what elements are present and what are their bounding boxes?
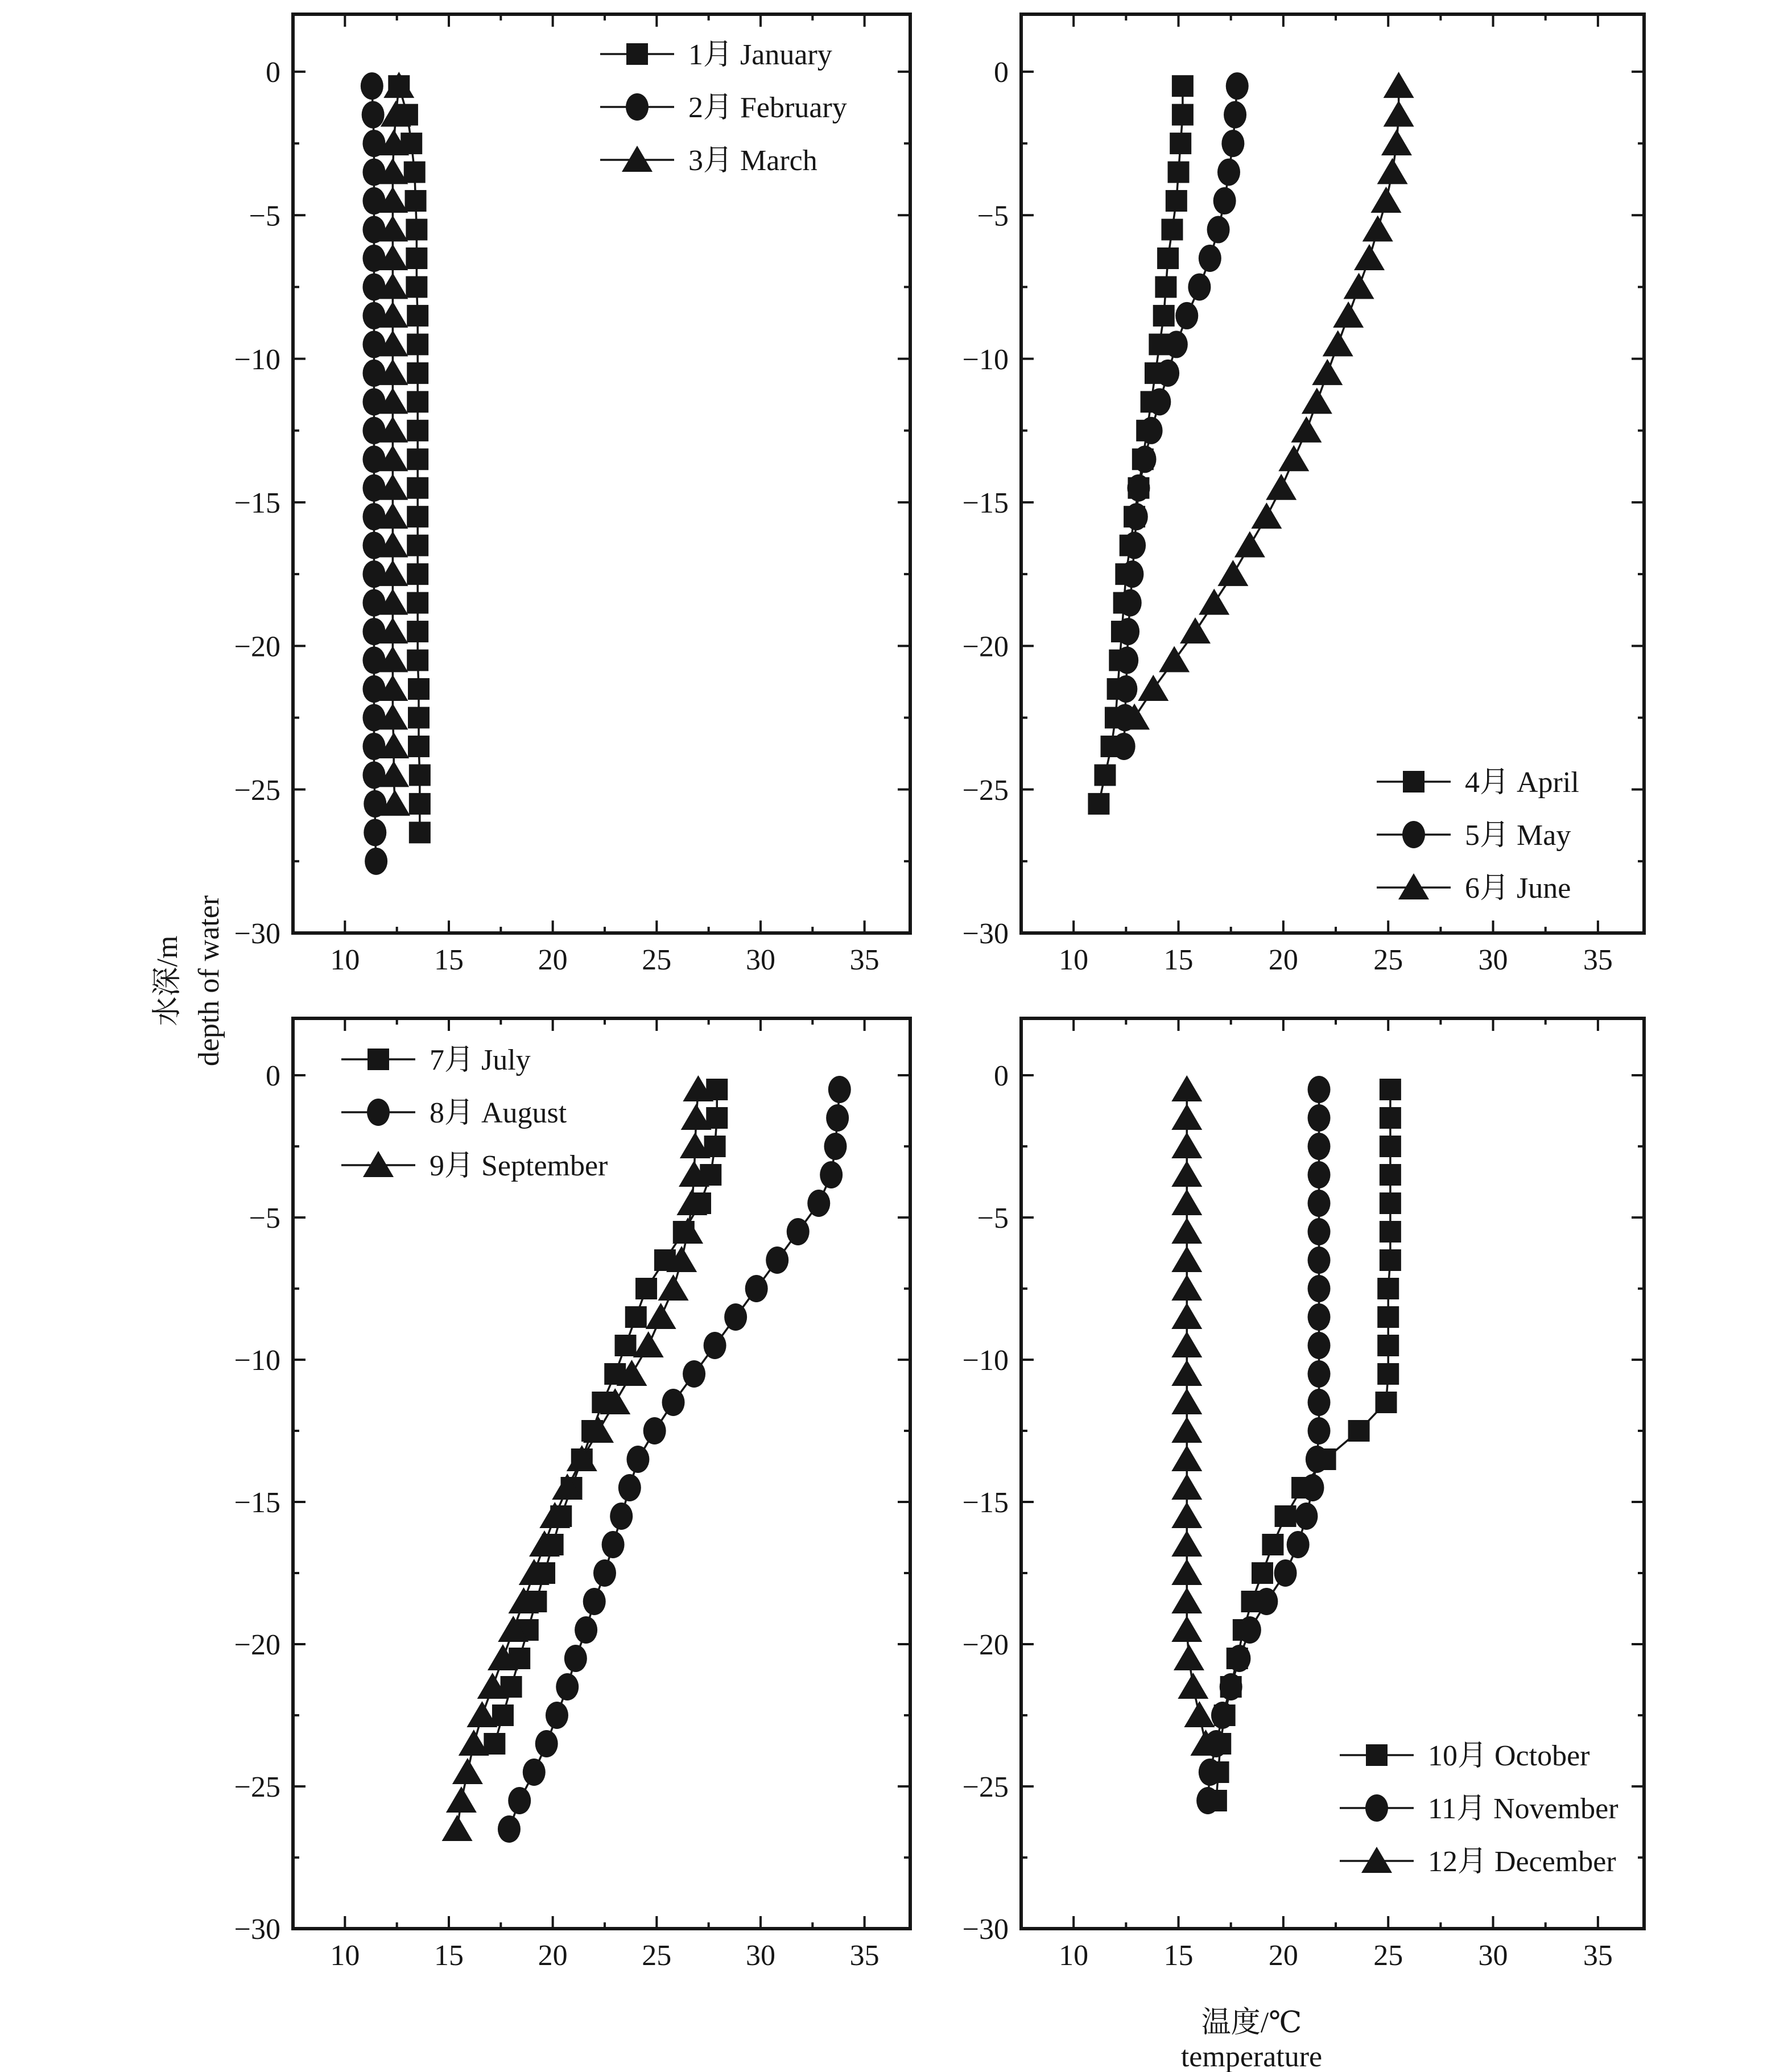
x-tick-label: 10	[330, 1939, 360, 1972]
x-tick-label: 35	[1583, 1939, 1613, 1972]
y-tick-label: −5	[249, 1202, 280, 1235]
legend-label: 2月 February	[688, 92, 847, 125]
series-january-marker	[407, 477, 428, 499]
series-august-marker	[745, 1275, 768, 1302]
series-may-marker	[1134, 445, 1157, 473]
series-july-marker	[625, 1306, 647, 1328]
x-tick-label: 35	[849, 1939, 880, 1972]
legend-bottom-right	[1340, 1740, 1618, 1878]
series-august-marker	[626, 1446, 649, 1473]
legend-label: 7月 July	[430, 1044, 531, 1077]
series-august-marker	[610, 1503, 633, 1530]
series-may-marker	[1224, 101, 1246, 129]
y-tick-label: −15	[234, 487, 280, 520]
x-tick-label: 35	[1583, 944, 1613, 976]
series-october-marker	[1380, 1192, 1401, 1214]
series-may-marker	[1226, 72, 1249, 100]
series-november-marker	[1295, 1503, 1318, 1530]
x-tick-label: 10	[1059, 944, 1089, 976]
y-tick-label: −25	[962, 774, 1009, 807]
y-tick-label: −5	[249, 200, 280, 233]
series-january-marker	[408, 678, 430, 700]
legend-item-february	[600, 92, 847, 124]
series-august-marker	[826, 1104, 849, 1132]
series-january-marker	[407, 506, 428, 527]
series-may-marker	[1114, 675, 1137, 703]
series-january-marker	[407, 391, 428, 412]
series-august-marker	[602, 1531, 625, 1558]
series-may-marker	[1199, 245, 1221, 272]
series-may-marker	[1125, 503, 1148, 530]
series-january-marker	[407, 362, 428, 384]
legend-label: 12月 December	[1428, 1846, 1616, 1879]
series-january-marker	[405, 190, 427, 212]
series-april-marker	[1094, 764, 1116, 786]
series-october-marker	[1376, 1392, 1397, 1413]
x-tick-label: 20	[1268, 944, 1298, 976]
series-october-marker	[1377, 1306, 1399, 1328]
series-november-marker	[1211, 1702, 1234, 1729]
series-may-marker	[1117, 618, 1139, 645]
series-may-marker	[1121, 560, 1143, 588]
x-tick-label: 15	[433, 1939, 464, 1972]
series-april-marker	[1153, 305, 1175, 327]
y-tick-label: −15	[962, 1487, 1009, 1520]
series-august-marker	[564, 1645, 587, 1672]
series-april-marker	[1172, 75, 1194, 97]
series-august-marker	[662, 1389, 685, 1416]
series-january-marker	[407, 592, 428, 614]
series-august-marker	[575, 1616, 597, 1644]
y-tick-label: 0	[266, 1060, 280, 1093]
series-october-marker	[1275, 1505, 1296, 1527]
series-october-marker	[1380, 1164, 1401, 1186]
series-july-marker	[635, 1278, 657, 1299]
series-january-marker	[407, 650, 428, 671]
series-november-marker	[1306, 1446, 1328, 1473]
y-tick-label: −10	[962, 343, 1009, 376]
series-november-marker	[1308, 1332, 1331, 1359]
series-august-marker	[508, 1787, 531, 1814]
series-july-marker	[484, 1733, 505, 1755]
series-may-marker	[1140, 417, 1163, 444]
series-february-marker	[364, 819, 386, 846]
series-april-marker	[1166, 190, 1187, 212]
series-august-marker	[523, 1759, 546, 1786]
circle-legend-icon	[626, 93, 649, 121]
series-november-marker	[1287, 1531, 1310, 1558]
series-october-marker	[1348, 1420, 1370, 1442]
legend-label: 4月 April	[1465, 766, 1579, 799]
square-legend-icon	[626, 43, 648, 65]
series-january-marker	[406, 219, 427, 241]
series-november-marker	[1308, 1417, 1331, 1444]
series-may-marker	[1148, 388, 1171, 415]
legend-label: 10月 October	[1428, 1740, 1590, 1773]
x-tick-label: 10	[330, 944, 360, 976]
square-legend-icon	[1366, 1744, 1388, 1766]
y-tick-label: −25	[234, 774, 280, 807]
series-january-marker	[407, 563, 428, 585]
legend-label: 8月 August	[430, 1097, 567, 1130]
legend-label: 11月 November	[1428, 1793, 1618, 1826]
series-january-marker	[404, 162, 426, 183]
y-tick-label: −25	[962, 1771, 1009, 1804]
x-tick-label: 30	[1478, 1939, 1508, 1972]
x-tick-label: 20	[538, 944, 568, 976]
circle-legend-icon	[367, 1099, 390, 1126]
series-august-marker	[828, 1076, 851, 1103]
y-tick-label: −30	[234, 1913, 280, 1946]
series-may-marker	[1175, 302, 1198, 329]
y-tick-label: −15	[962, 487, 1009, 520]
series-january-marker	[406, 276, 427, 298]
y-axis-title-en: depth of water	[193, 895, 226, 1067]
series-july-marker	[615, 1335, 637, 1356]
y-tick-label: −5	[977, 200, 1009, 233]
series-november-marker	[1220, 1673, 1242, 1700]
x-tick-label: 25	[1373, 944, 1403, 976]
series-january-marker	[409, 764, 431, 786]
series-april-marker	[1157, 247, 1179, 269]
series-january-marker	[408, 736, 430, 757]
series-october-marker	[1377, 1335, 1399, 1356]
series-may-marker	[1221, 130, 1244, 157]
x-tick-label: 25	[1373, 1939, 1403, 1972]
series-november-marker	[1301, 1474, 1324, 1501]
legend-item-august	[341, 1097, 567, 1129]
series-august-marker	[593, 1559, 616, 1587]
series-august-marker	[683, 1360, 705, 1388]
legend-top-left	[600, 39, 847, 177]
series-may-marker	[1188, 273, 1211, 300]
series-may-marker	[1157, 360, 1179, 387]
series-april-marker	[1168, 162, 1190, 183]
series-november-marker	[1308, 1303, 1331, 1331]
x-tick-label: 30	[745, 944, 775, 976]
y-axis-title-cn: 水深/m	[151, 935, 184, 1026]
x-tick-label: 25	[642, 1939, 672, 1972]
series-january-marker	[407, 448, 428, 470]
series-october-marker	[1380, 1221, 1401, 1243]
series-august-marker	[643, 1417, 666, 1444]
series-november-marker	[1308, 1190, 1331, 1217]
series-october-marker	[1380, 1249, 1401, 1271]
series-august-marker	[824, 1133, 847, 1160]
series-april-marker	[1170, 133, 1191, 154]
y-tick-label: −10	[234, 1344, 280, 1377]
series-january-marker	[407, 333, 428, 355]
x-axis-title-en: temperature	[1180, 2041, 1323, 2072]
x-tick-label: 35	[849, 944, 880, 976]
series-november-marker	[1228, 1645, 1250, 1672]
square-legend-icon	[1403, 771, 1424, 793]
series-october-marker	[1380, 1136, 1401, 1157]
x-tick-label: 30	[1478, 944, 1508, 976]
series-may-marker	[1217, 159, 1240, 186]
series-april-marker	[1172, 104, 1194, 126]
series-august-marker	[807, 1190, 830, 1217]
legend-label: 5月 May	[1465, 819, 1571, 852]
series-may-marker	[1113, 733, 1136, 760]
series-january-marker	[407, 621, 428, 642]
series-august-marker	[766, 1246, 788, 1274]
series-february-marker	[365, 848, 387, 875]
series-august-marker	[498, 1815, 521, 1843]
y-tick-label: −30	[962, 918, 1009, 951]
series-august-marker	[535, 1730, 558, 1757]
y-tick-label: 0	[994, 56, 1009, 89]
series-november-marker	[1238, 1616, 1261, 1644]
series-august-marker	[583, 1588, 606, 1615]
series-november-marker	[1255, 1588, 1278, 1615]
series-january-marker	[408, 707, 430, 728]
series-april-marker	[1161, 219, 1183, 241]
series-november-marker	[1274, 1559, 1297, 1587]
series-november-marker	[1308, 1218, 1331, 1245]
series-may-marker	[1127, 474, 1150, 502]
series-february-marker	[362, 101, 385, 129]
x-tick-label: 30	[745, 1939, 775, 1972]
circle-legend-icon	[1402, 821, 1425, 848]
series-october-marker	[1380, 1079, 1401, 1100]
series-august-marker	[618, 1474, 641, 1501]
x-tick-label: 15	[1163, 944, 1194, 976]
series-may-marker	[1207, 216, 1230, 243]
legend-label: 3月 March	[688, 145, 817, 178]
series-october-marker	[1262, 1534, 1283, 1555]
series-may-marker	[1165, 331, 1188, 358]
legend-item-november	[1340, 1793, 1618, 1825]
y-tick-label: −20	[962, 1629, 1009, 1662]
series-january-marker	[407, 420, 428, 441]
series-november-marker	[1308, 1076, 1331, 1103]
series-august-marker	[556, 1673, 579, 1700]
y-tick-label: −30	[962, 1913, 1009, 1946]
series-august-marker	[724, 1303, 747, 1331]
series-may-marker	[1116, 647, 1138, 674]
series-october-marker	[1377, 1363, 1399, 1385]
x-axis-title-cn: 温度/℃	[1201, 2007, 1302, 2039]
series-august-marker	[820, 1161, 843, 1188]
y-tick-label: −5	[977, 1202, 1009, 1235]
series-october-marker	[1252, 1562, 1273, 1584]
series-november-marker	[1308, 1246, 1331, 1274]
series-january-marker	[409, 793, 431, 815]
y-tick-label: −10	[962, 1344, 1009, 1377]
series-november-marker	[1199, 1759, 1221, 1786]
y-tick-label: −10	[234, 343, 280, 376]
y-tick-label: −20	[962, 630, 1009, 663]
series-february-marker	[361, 72, 383, 100]
series-october-marker	[1377, 1278, 1399, 1299]
y-tick-label: −20	[234, 630, 280, 663]
square-legend-icon	[368, 1049, 389, 1070]
x-tick-label: 15	[1163, 1939, 1194, 1972]
series-january-marker	[407, 535, 428, 556]
series-august-marker	[546, 1702, 568, 1729]
series-november-marker	[1308, 1360, 1331, 1388]
series-august-marker	[787, 1218, 810, 1245]
series-november-marker	[1196, 1787, 1219, 1814]
x-tick-label: 20	[538, 1939, 568, 1972]
series-october-marker	[1380, 1107, 1401, 1129]
series-november-marker	[1308, 1161, 1331, 1188]
series-august-marker	[704, 1332, 726, 1359]
y-tick-label: −30	[234, 918, 280, 951]
series-july-marker	[706, 1107, 728, 1129]
x-tick-label: 25	[642, 944, 672, 976]
circle-legend-icon	[1365, 1794, 1388, 1822]
y-tick-label: 0	[994, 1060, 1009, 1093]
series-january-marker	[409, 822, 431, 843]
series-may-marker	[1119, 589, 1142, 617]
series-may-marker	[1213, 187, 1236, 214]
series-january-marker	[407, 305, 428, 327]
x-tick-label: 20	[1268, 1939, 1298, 1972]
legend-label: 1月 January	[688, 39, 832, 72]
x-tick-label: 15	[433, 944, 464, 976]
series-july-marker	[492, 1704, 514, 1726]
legend-label: 6月 June	[1465, 872, 1571, 905]
y-tick-label: −25	[234, 1771, 280, 1804]
series-november-marker	[1308, 1389, 1331, 1416]
legend-label: 9月 September	[430, 1150, 608, 1183]
series-april-marker	[1155, 276, 1176, 298]
series-may-marker	[1123, 532, 1146, 559]
series-april-marker	[1088, 793, 1109, 815]
y-tick-label: 0	[266, 56, 280, 89]
x-tick-label: 10	[1059, 1939, 1089, 1972]
series-november-marker	[1308, 1133, 1331, 1160]
y-tick-label: −20	[234, 1629, 280, 1662]
series-november-marker	[1308, 1275, 1331, 1302]
y-tick-label: −15	[234, 1487, 280, 1520]
series-january-marker	[406, 247, 427, 269]
series-november-marker	[1308, 1104, 1331, 1132]
